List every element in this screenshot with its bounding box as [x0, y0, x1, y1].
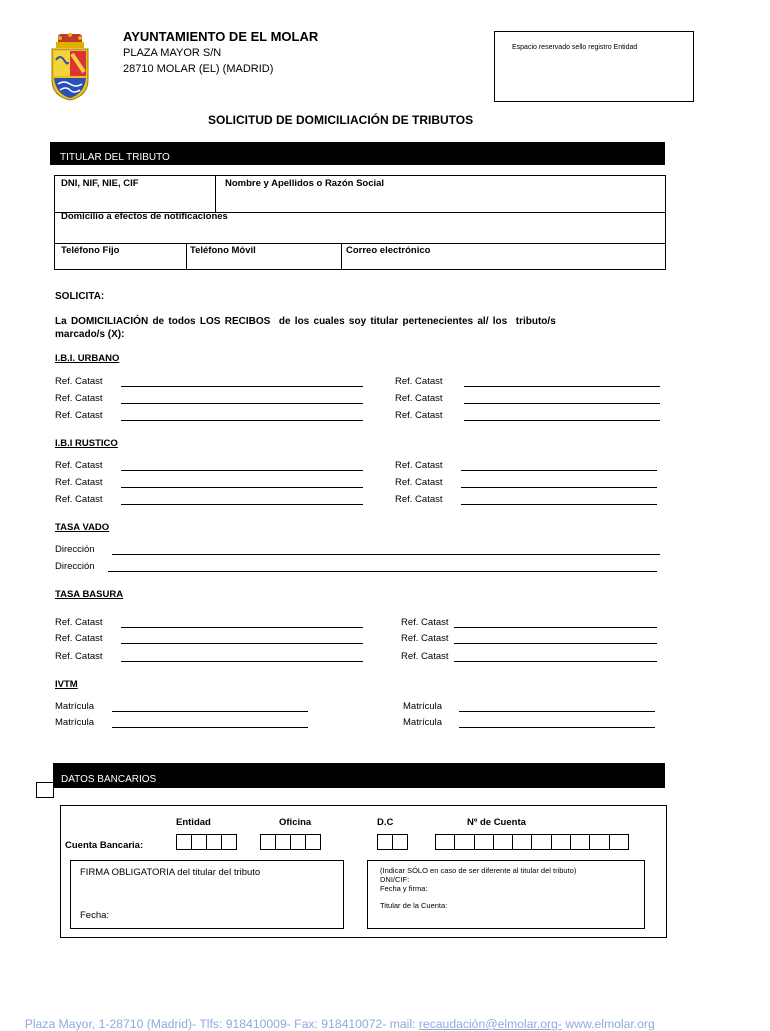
matricula-input[interactable]	[459, 711, 655, 712]
address-line-2: 28710 MOLAR (EL) (MADRID)	[123, 63, 274, 75]
name-field[interactable]: Nombre y Apellidos o Razón Social	[225, 178, 385, 189]
signature-box[interactable]	[70, 860, 344, 929]
ref-catast-input[interactable]	[461, 470, 657, 471]
dni-field[interactable]: DNI, NIF, NIE, CIF	[61, 178, 139, 189]
form-title: SOLICITUD DE DOMICILIACIÓN DE TRIBUTOS	[208, 113, 474, 127]
ivtm-heading: IVTM	[55, 679, 78, 690]
cuenta-label: Nº de Cuenta	[467, 817, 526, 828]
email-field[interactable]: Correo electrónico	[346, 245, 431, 256]
ibi-urbano-label: Ref. Catast	[395, 393, 443, 404]
solicita-heading: SOLICITA:	[55, 291, 105, 302]
ibi-rustico-label: Ref. Catast	[395, 494, 443, 505]
matricula-input[interactable]	[112, 711, 308, 712]
mobile-field[interactable]: Teléfono Móvil	[190, 245, 256, 256]
titular-cuenta-label: Titular de la Cuenta:	[380, 901, 448, 910]
registry-stamp-box	[494, 31, 694, 102]
ref-catast-input[interactable]	[121, 386, 363, 387]
ref-catast-input[interactable]	[121, 403, 363, 404]
tasa-basura-label: Ref. Catast	[55, 617, 103, 628]
ref-catast-input[interactable]	[454, 643, 657, 644]
footer-web-link[interactable]: www.elmolar.org	[561, 1017, 655, 1031]
ref-catast-input[interactable]	[121, 661, 363, 662]
ref-catast-input[interactable]	[121, 420, 363, 421]
ivtm-label: Matrícula	[403, 701, 443, 712]
matricula-input[interactable]	[112, 727, 308, 728]
tasa-basura-label: Ref. Catast	[55, 651, 103, 662]
datos-bancarios-bar	[53, 763, 665, 788]
ibi-urbano-heading: I.B.I. URBANO	[55, 353, 120, 364]
ibi-urbano-label: Ref. Catast	[395, 376, 443, 387]
fecha-label: Fecha:	[80, 910, 110, 921]
ivtm-label: Matrícula	[403, 717, 443, 728]
indicar-note: (Indicar SÓLO en caso de ser diferente al titular del tributo)	[380, 866, 577, 875]
solicita-text-2: marcado/s (X):	[55, 329, 125, 340]
tasa-vado-label: Dirección	[55, 561, 95, 572]
ibi-rustico-label: Ref. Catast	[395, 460, 443, 471]
org-name: AYUNTAMIENTO DE EL MOLAR	[123, 29, 319, 44]
ibi-rustico-label: Ref. Catast	[395, 477, 443, 488]
ibi-urbano-label: Ref. Catast	[55, 376, 103, 387]
ref-catast-input[interactable]	[464, 386, 660, 387]
ref-catast-input[interactable]	[121, 487, 363, 488]
ivtm-label: Matrícula	[55, 701, 95, 712]
ref-catast-input[interactable]	[464, 403, 660, 404]
datos-bancarios-label: DATOS BANCARIOS	[61, 774, 157, 785]
tasa-basura-label: Ref. Catast	[401, 633, 449, 644]
ref-catast-input[interactable]	[121, 470, 363, 471]
ivtm-label: Matrícula	[55, 717, 95, 728]
entidad-input[interactable]	[176, 834, 237, 850]
footer	[18, 1003, 655, 1031]
firma-label: FIRMA OBLIGATORIA del titular del tributo	[80, 867, 261, 878]
oficina-label: Oficina	[279, 817, 312, 828]
direccion-input[interactable]	[108, 571, 657, 572]
address-line-1: PLAZA MAYOR S/N	[123, 47, 222, 59]
ibi-rustico-label: Ref. Catast	[55, 494, 103, 505]
ref-catast-input[interactable]	[121, 643, 363, 644]
address-field[interactable]: Domicilio a efectos de notificaciones	[61, 211, 228, 222]
fecha-firma-label: Fecha y firma:	[380, 884, 428, 893]
cuenta-bancaria-label: Cuenta Bancaria:	[65, 840, 144, 851]
dc-input[interactable]	[377, 834, 408, 850]
footer-mail-link[interactable]: recaudación@elmolar.org-	[418, 1017, 562, 1031]
tasa-basura-label: Ref. Catast	[55, 633, 103, 644]
ibi-rustico-label: Ref. Catast	[55, 460, 103, 471]
landline-field[interactable]: Teléfono Fijo	[61, 245, 120, 256]
ibi-urbano-label: Ref. Catast	[55, 410, 103, 421]
coat-of-arms-logo	[48, 32, 92, 102]
tasa-basura-heading: TASA BASURA	[55, 589, 124, 600]
footer-contact: Plaza Mayor, 1-28710 (Madrid)- Tlfs: 918410009- Fax: 918410072- mail:	[24, 1017, 419, 1031]
dni-cif-label: DNI/CIF:	[380, 875, 410, 884]
ref-catast-input[interactable]	[464, 420, 660, 421]
ref-catast-input[interactable]	[454, 661, 657, 662]
titular-section-bar	[50, 142, 665, 165]
ibi-urbano-label: Ref. Catast	[395, 410, 443, 421]
bank-details-box	[60, 805, 667, 938]
ibi-rustico-label: Ref. Catast	[55, 477, 103, 488]
matricula-input[interactable]	[459, 727, 655, 728]
account-holder-box[interactable]	[367, 860, 645, 929]
ref-catast-input[interactable]	[461, 504, 657, 505]
solicita-text: La DOMICILIACIÓN de todos LOS RECIBOS de los cuales soy titular pertenecientes al/ los tributo/s	[55, 316, 556, 327]
datos-bancarios-checkbox[interactable]	[36, 782, 54, 798]
direccion-input[interactable]	[112, 554, 660, 555]
account-number-input[interactable]	[435, 834, 629, 850]
ref-catast-input[interactable]	[454, 627, 657, 628]
titular-bar-label: TITULAR DEL TRIBUTO	[60, 152, 170, 163]
ibi-urbano-label: Ref. Catast	[55, 393, 103, 404]
tasa-basura-label: Ref. Catast	[401, 617, 449, 628]
tasa-basura-label: Ref. Catast	[401, 651, 449, 662]
ref-catast-input[interactable]	[461, 487, 657, 488]
ref-catast-input[interactable]	[121, 627, 363, 628]
oficina-input[interactable]	[260, 834, 321, 850]
entidad-label: Entidad	[176, 817, 211, 828]
ref-catast-input[interactable]	[121, 504, 363, 505]
dc-label: D.C	[377, 817, 394, 828]
registry-stamp-label: Espacio reservado sello registro Entidad	[512, 44, 638, 51]
tasa-vado-heading: TASA VADO	[55, 522, 110, 533]
titular-table	[54, 175, 666, 270]
ibi-rustico-heading: I.B.I RUSTICO	[55, 438, 118, 449]
tasa-vado-label: Dirección	[55, 544, 95, 555]
